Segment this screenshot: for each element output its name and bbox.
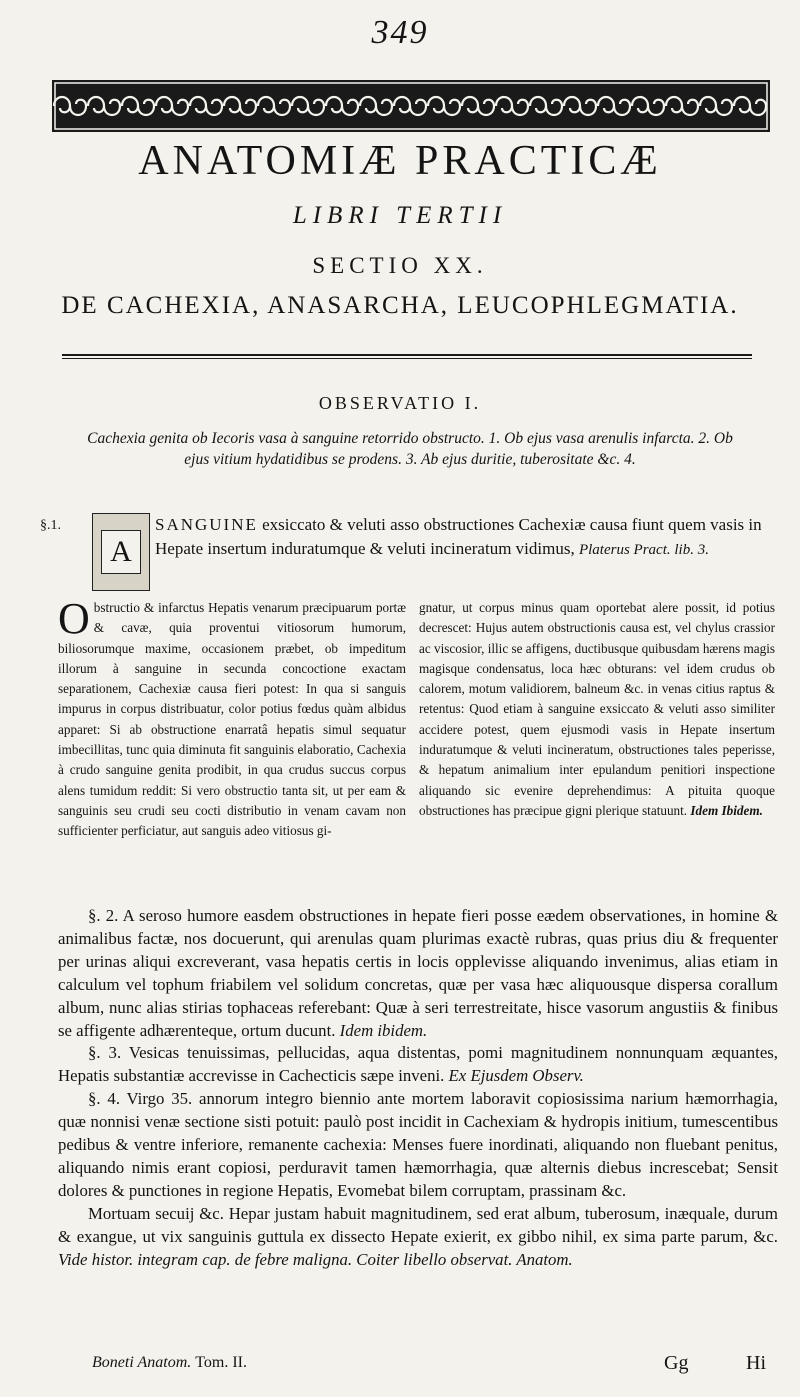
paragraph-marker-s1: §.1.: [40, 518, 61, 533]
scholion-right-text: gnatur, ut corpus minus quam oportebat alere possit, id potius decrescet: Hujus autem obstructionis causa est, vel chylus crassior ac viscosior, illic se affigens, ductibusque quibusdam hærens magis magisque condensatus, loca hæc obturans: vel idem crudus ob calorem, motum validiorem, balneum &c. in venas citius raptus & retentus: Quod etiam à sanguine exsiccato & veluti asso similiter accidere potest, quem ejusmodi vasis in Hepate insertum induratumque & veluti incineratum, obstructiones tales peperisse, & hepatum animalium inter epulandum penitiori inspectione aliquando sic evenire deprehendimus: A pituita quoque obstructiones has præcipue gigni plerique statuunt.: [419, 600, 775, 818]
scholion-left-column: [58, 594, 406, 842]
s4-body: §. 4. Virgo 35. annorum integro biennio ante mortem laboravit copiosissima narium hæmorrhagia, quæ nonnisi venæ sectione sisti potuit: paulò post incidit in Cachexiam & hydropis initium, tumescentibus pedibus & ventre inferiore, remanente cachexia: Menses fuere inordinati, aliquando non fluebant penitus, aliquando nimis erant copiosi, perduravit tamen hæmorrhagia, quæ alternis diebus increscebat; Sensit dolores & punctiones in regione Hepatis, Evomebat bilem corruptam, prassinam &c.: [58, 1089, 778, 1200]
lower-paragraphs: [58, 905, 778, 1272]
section-title: SECTIO XX.: [312, 253, 488, 278]
s3-citation: Ex Ejusdem Observ.: [448, 1066, 584, 1086]
footer-author: Boneti Anatom.: [92, 1354, 192, 1371]
s3-body: §. 3. Vesicas tenuissimas, pellucidas, aqua distentas, pomi magnitudinem nonnunquam æquantes, Hepatis substantiæ accrevisse in Cachecticis sæpe inveni.: [58, 1043, 778, 1086]
scholion-drop-letter: O: [58, 594, 90, 643]
scholion-right-column: [419, 598, 775, 821]
footer-volume: Tom. II.: [195, 1354, 248, 1371]
divider-rule-thin: [62, 358, 752, 359]
signature-mark: Gg: [664, 1352, 689, 1374]
page-number: 349: [371, 14, 429, 51]
main-title: ANATOMIÆ PRACTICÆ: [138, 138, 662, 184]
s2-body: §. 2. A seroso humore easdem obstructiones in hepate fieri posse eædem observationes, in homine & animalibus factæ, nos docuerunt, qui arenulas quam plurimas exactè rubras, quas prius diu & frequenter per urinas aliqui excreverant, vasa hepatis certis in locis opplevisse aliquando invenimus, alias etiam in calculum vel tophum friabilem vel solidum concretas, quæ per vasa hæc aliquousque dispersa corallum album, nunc alias stirias tophaceas referebant: Quæ à seri terrestreitate, hisce vasorum angustiis & finibus se affigente adhærenteque, ortum ducunt.: [58, 906, 778, 1040]
paragraph-s1: [155, 513, 770, 562]
s1-body: exsiccato & veluti asso obstructiones Cachexiæ causa fiunt quem vasis in Hepate insertum induratumque & veluti incineratum vidimus,: [155, 515, 762, 558]
paragraph-s4-continued: [58, 1203, 778, 1272]
scholion-right-citation: Idem Ibidem.: [690, 802, 763, 818]
s1-lead-word: SANGUINE: [155, 515, 258, 534]
divider-rule: [62, 354, 752, 356]
dropcap-letter: A: [101, 530, 141, 574]
book-subtitle: LIBRI TERTII: [292, 202, 508, 229]
section-subject: DE CACHEXIA, ANASARCHA, LEUCOPHLEGMATIA.: [61, 292, 739, 319]
footer-signature: [92, 1354, 247, 1372]
decorative-headpiece-ornament: [52, 80, 770, 132]
s4-citation: Vide histor. integram cap. de febre maligna. Coiter libello observat. Anatom.: [58, 1249, 573, 1269]
paragraph-s4: [58, 1088, 778, 1203]
ornamental-dropcap: [92, 513, 150, 591]
observation-heading: OBSERVATIO I.: [318, 393, 482, 413]
paragraph-s2: [58, 905, 778, 1042]
s4-body-2: Mortuam secuij &c. Hepar justam habuit magnitudinem, sed erat album, tuberosum, inæquale, durum & exangue, ut vix sanguinis guttula ex dissecto Hepate exierit, ex gibbo nihil, ex sima parte parum, &c.: [58, 1203, 778, 1246]
s1-citation: Platerus Pract. lib. 3.: [578, 542, 709, 558]
s2-citation: Idem ibidem.: [339, 1020, 428, 1040]
scholion-left-text: bstructio & infarctus Hepatis venarum præcipuarum portæ & cavæ, quia proventui vitiosorum humorum, biliosorumque maxime, occasionem præbet, ob impeditum illorum à sanguine in secunda concoctione exactam separationem, Cachexiæ causa fieri potest: In qua si sanguis impurus in corpus distribuatur, color potius fœdus quàm albidus apparet: Si ab obstructione enarratâ hepatis simul sequatur imbecillitas, tunc quia diminuta fit sanguinis elaboratio, Cachexia à crudo sanguine genita prodibit, in qua crudus succus corpus alens tumidum reddit: Si vero obstructio tanta sit, ut per eam & sanguinis seu crudi seu cocti distributio in venam cavam non sufficienter perficiatur, aut sanguis adeo vitiosus gi-: [58, 600, 406, 839]
paragraph-s3: [58, 1042, 778, 1088]
observation-summary: Cachexia genita ob Iecoris vasa à sanguine retorrido obstructo. 1. Ob ejus vasa arenulis infarcta. 2. Ob ejus vitium hydatidibus se prodens. 3. Ab ejus duritie, tuberositate &c. 4.: [87, 430, 733, 468]
catchword: Hi: [746, 1352, 766, 1374]
